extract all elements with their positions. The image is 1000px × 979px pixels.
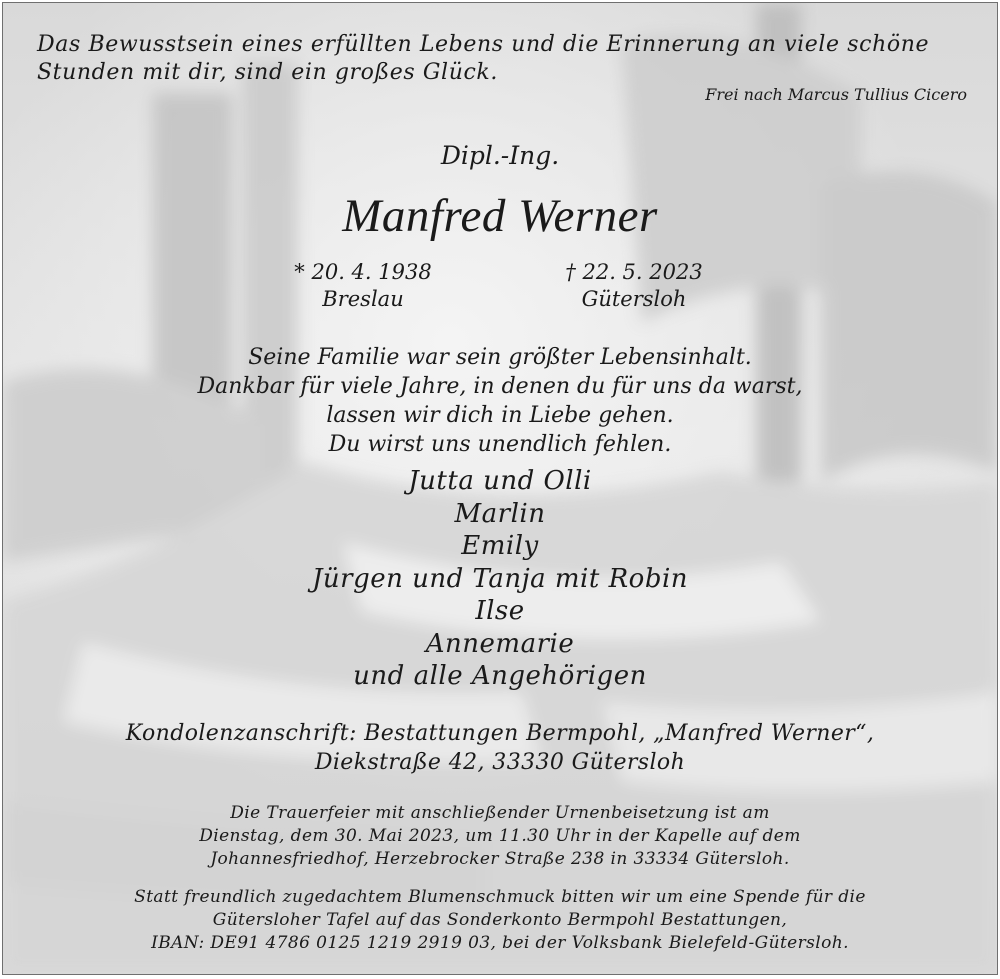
motto — [3, 343, 997, 459]
quote-line: Stunden mit dir, sind ein großes Glück. — [37, 60, 498, 85]
obituary-notice — [2, 2, 998, 975]
birth-place: Breslau — [322, 287, 404, 311]
family-member: Annemarie — [425, 628, 575, 659]
donation-line: Statt freundlich zugedachtem Blumenschmuck bitten wir um eine Spende für die — [134, 887, 866, 907]
birth-date: * 20. 4. 1938 — [294, 260, 432, 284]
birth-info — [289, 259, 437, 313]
family-member: Emily — [461, 531, 539, 561]
death-date: † 22. 5. 2023 — [565, 260, 703, 284]
family-member: Marlin — [454, 498, 546, 529]
donation-info — [3, 886, 997, 955]
academic-title: Dipl.-Ing. — [440, 141, 560, 170]
family-member: Ilse — [475, 596, 525, 626]
motto-line: Du wirst uns unendlich fehlen. — [328, 432, 672, 457]
donation-line: Gütersloher Tafel auf das Sonderkonto Bermpohl Bestattungen, — [212, 910, 788, 930]
deceased-name: Manfred Werner — [342, 190, 658, 242]
donation-line: IBAN: DE91 4786 0125 1219 2919 03, bei der Volksbank Bielefeld-Gütersloh. — [151, 933, 849, 953]
family-member: Jürgen und Tanja mit Robin — [311, 563, 689, 594]
service-line: Die Trauerfeier mit anschließender Urnenbeisetzung ist am — [230, 803, 770, 823]
family-member: Jutta und Olli — [408, 466, 592, 496]
family-list — [3, 465, 997, 693]
quote-line: Das Bewusstsein eines erfüllten Lebens und die Erinnerung an viele schöne — [37, 32, 930, 57]
condolence-address — [3, 719, 997, 777]
service-line: Johannesfriedhof, Herzebrocker Straße 238 in 33334 Gütersloh. — [210, 849, 790, 869]
motto-line: Dankbar für viele Jahre, in denen du für uns da warst, — [197, 374, 803, 399]
family-member: und alle Angehörigen — [353, 661, 647, 691]
funeral-service-info — [3, 802, 997, 871]
condolence-line: Diekstraße 42, 33330 Gütersloh — [314, 750, 686, 775]
motto-line: Seine Familie war sein größter Lebensinhalt. — [248, 345, 752, 370]
service-line: Dienstag, dem 30. Mai 2023, um 11.30 Uhr in der Kapelle auf dem — [199, 826, 801, 846]
motto-line: lassen wir dich in Liebe gehen. — [326, 403, 674, 428]
quote-author: Frei nach Marcus Tullius Cicero — [705, 85, 967, 104]
condolence-line: Kondolenzanschrift: Bestattungen Bermpohl, „Manfred Werner“, — [125, 721, 875, 746]
death-info — [558, 259, 710, 313]
death-place: Gütersloh — [581, 287, 687, 311]
quote — [37, 31, 929, 87]
